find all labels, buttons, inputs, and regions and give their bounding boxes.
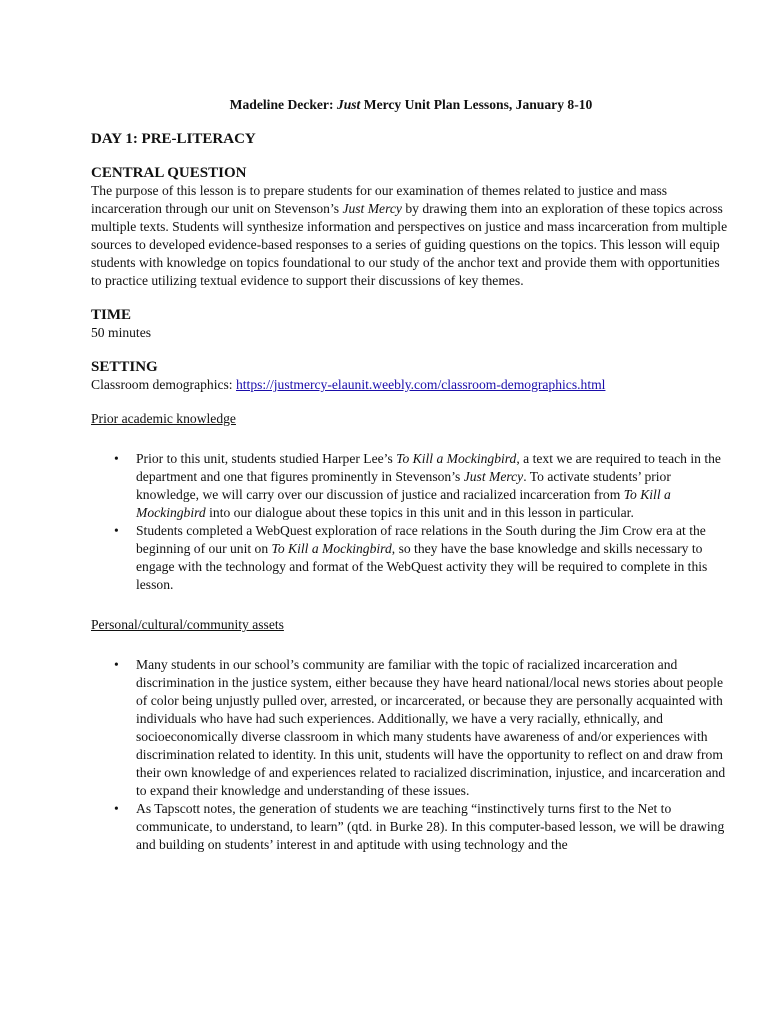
day-heading: DAY 1: PRE-LITERACY (91, 131, 256, 147)
list-item: • Prior to this unit, students studied Harper Lee’s To Kill a Mockingbird, a text we are required to teach in the department and one that figures prominently in Stevenson’s Just Mercy. To activate students’ prior knowledge, we will carry over our discussion of justice and racialized incarceration from To Kill a Mockingbird into our dialogue about these topics in this unit and in this lesson in particular. (114, 451, 721, 520)
bullet-icon: • (114, 523, 119, 538)
prior-knowledge-list (91, 450, 731, 594)
bullet-icon: • (114, 451, 119, 466)
time-value: 50 minutes (91, 325, 152, 340)
list-item: • Many students in our school’s community are familiar with the topic of racialized incarceration and discrimination in the justice system, either because they have heard national/local news stories about people of color being unjustly pulled over, arrested, or incarcerated, or because they are personally acquainted with individuals who have had such experiences. Additionally, we have a very racially, ethnically, and socioeconomically diverse classroom in which many students have awareness of and/or experiences with discrimination related to identity. In this unit, students will have the opportunity to reflect on and draw from their own knowledge of and experiences related to racialized discrimination, injustice, and incarceration and to expand their knowledge and understanding of these issues. (114, 657, 726, 798)
central-question-text: The purpose of this lesson is to prepare students for our examination of themes related to justice and mass incarceration through our unit on Stevenson’s Just Mercy by drawing them into an exploration of these topics across multiple texts. Students will synthesize information and perspectives on justice and mass incarceration from multiple sources to developed evidence-based responses to a series of guiding questions on the topics. This lesson will equip students with knowledge on topics foundational to our study of the anchor text and provide them with opportunities to practice utilizing textual evidence to support their discussions of key themes. (91, 183, 728, 288)
assets-list (91, 656, 731, 854)
central-question-heading: CENTRAL QUESTION (91, 165, 247, 181)
prior-knowledge-heading: Prior academic knowledge (91, 411, 236, 426)
title-rest: Mercy Unit Plan Lessons, January 8-10 (363, 97, 593, 112)
page-title (91, 96, 731, 114)
document-body (91, 96, 731, 854)
list-item: • Students completed a WebQuest exploration of race relations in the South during the Jim Crow era at the beginning of our unit on To Kill a Mockingbird, so they have the base knowledge and skills necessary to engage with the technology and format of the WebQuest activity they will be required to complete in this lesson. (114, 523, 708, 592)
setting-heading: SETTING (91, 359, 158, 375)
list-item: • As Tapscott notes, the generation of students we are teaching “instinctively turns first to the Net to communicate, to understand, to learn” (qtd. in Burke 28). In this computer-based lesson, we will be drawing and building on students’ interest in and aptitude with using technology and the (114, 801, 725, 852)
title-italic: Just (336, 97, 361, 112)
bullet-icon: • (114, 657, 119, 672)
bullet-icon: • (114, 801, 119, 816)
title-author: Madeline Decker: (229, 97, 334, 112)
classroom-demographics: Classroom demographics: https://justmercy-elaunit.weebly.com/classroom-demographics.html (91, 377, 606, 392)
time-heading: TIME (91, 307, 132, 323)
assets-heading: Personal/cultural/community assets (91, 617, 284, 632)
demographics-link[interactable]: https://justmercy-elaunit.weebly.com/classroom-demographics.html (235, 377, 606, 392)
